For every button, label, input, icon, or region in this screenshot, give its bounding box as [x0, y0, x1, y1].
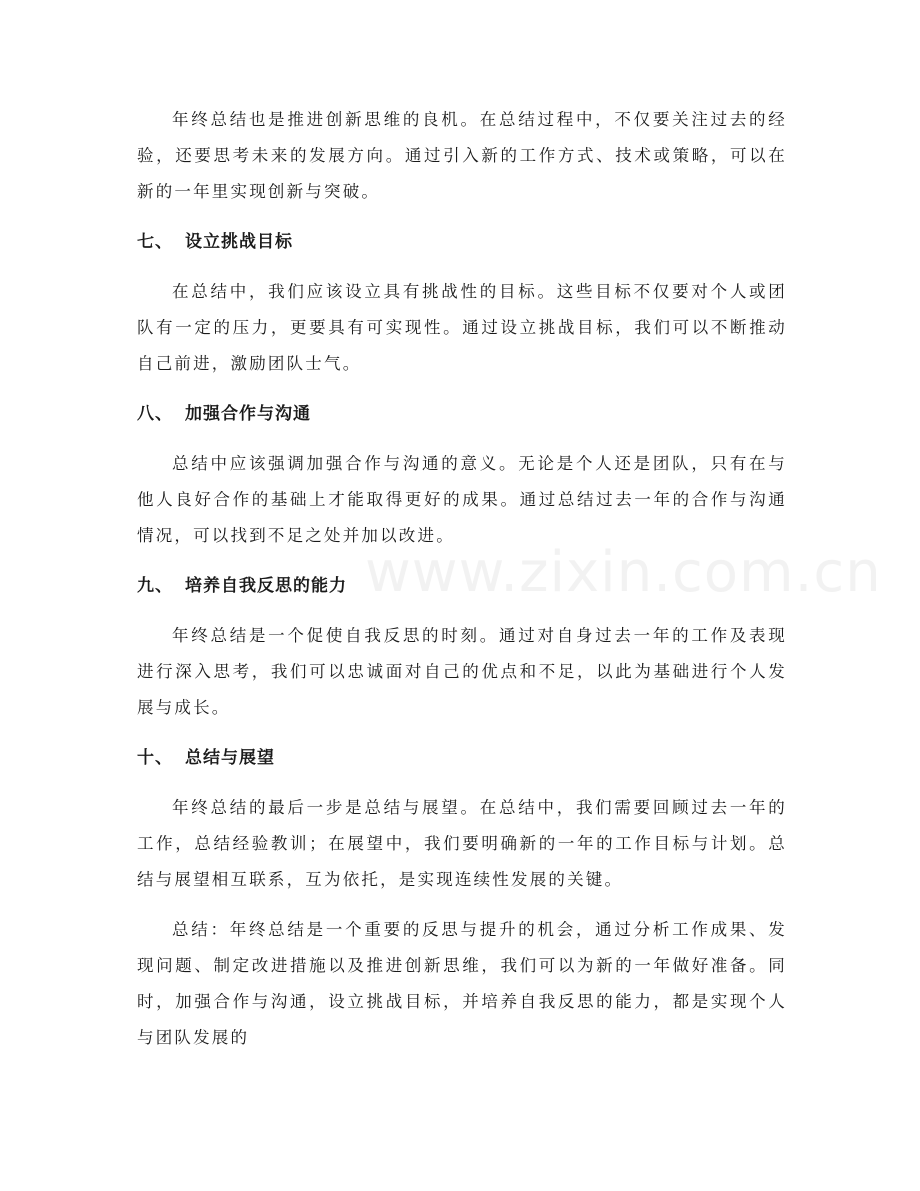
section-number: 八、	[137, 404, 173, 424]
watermark: www.zixin.com.cn	[365, 540, 882, 605]
section-title: 设立挑战目标	[185, 232, 293, 252]
section-title: 加强合作与沟通	[185, 404, 311, 424]
section-body-8: 总结中应该强调加强合作与沟通的意义。无论是个人还是团队，只有在与他人良好合作的基础上才能取得更好的成果。通过总结过去一年的合作与沟通情况，可以找到不足之处并加以改进。	[137, 454, 787, 545]
section-heading-7	[137, 224, 787, 260]
section-body-10: 年终总结的最后一步是总结与展望。在总结中，我们需要回顾过去一年的工作，总结经验教训；在展望中，我们要明确新的一年的工作目标与计划。总结与展望相互联系，互为依托，是实现连续性发展的关键。	[137, 798, 787, 889]
section-heading-8	[137, 396, 787, 432]
section-heading-9	[137, 568, 787, 604]
section-number: 九、	[137, 576, 173, 596]
section-body-7: 在总结中，我们应该设立具有挑战性的目标。这些目标不仅要对个人或团队有一定的压力，更要具有可实现性。通过设立挑战目标，我们可以不断推动自己前进，激励团队士气。	[137, 282, 787, 373]
intro-paragraph: 年终总结也是推进创新思维的良机。在总结过程中，不仅要关注过去的经验，还要思考未来的发展方向。通过引入新的工作方式、技术或策略，可以在新的一年里实现创新与突破。	[137, 110, 787, 201]
section-body-9: 年终总结是一个促使自我反思的时刻。通过对自身过去一年的工作及表现进行深入思考，我们可以忠诚面对自己的优点和不足，以此为基础进行个人发展与成长。	[137, 626, 787, 717]
section-title: 总结与展望	[185, 748, 275, 768]
section-number: 七、	[137, 232, 173, 252]
conclusion-paragraph: 总结：年终总结是一个重要的反思与提升的机会，通过分析工作成果、发现问题、制定改进措施以及推进创新思维，我们可以为新的一年做好准备。同时，加强合作与沟通，设立挑战目标，并培养自我反思的能力，都是实现个人与团队发展的	[137, 920, 787, 1047]
document-body	[137, 102, 787, 1056]
section-title: 培养自我反思的能力	[185, 576, 347, 596]
section-heading-10	[137, 740, 787, 776]
section-number: 十、	[137, 748, 173, 768]
